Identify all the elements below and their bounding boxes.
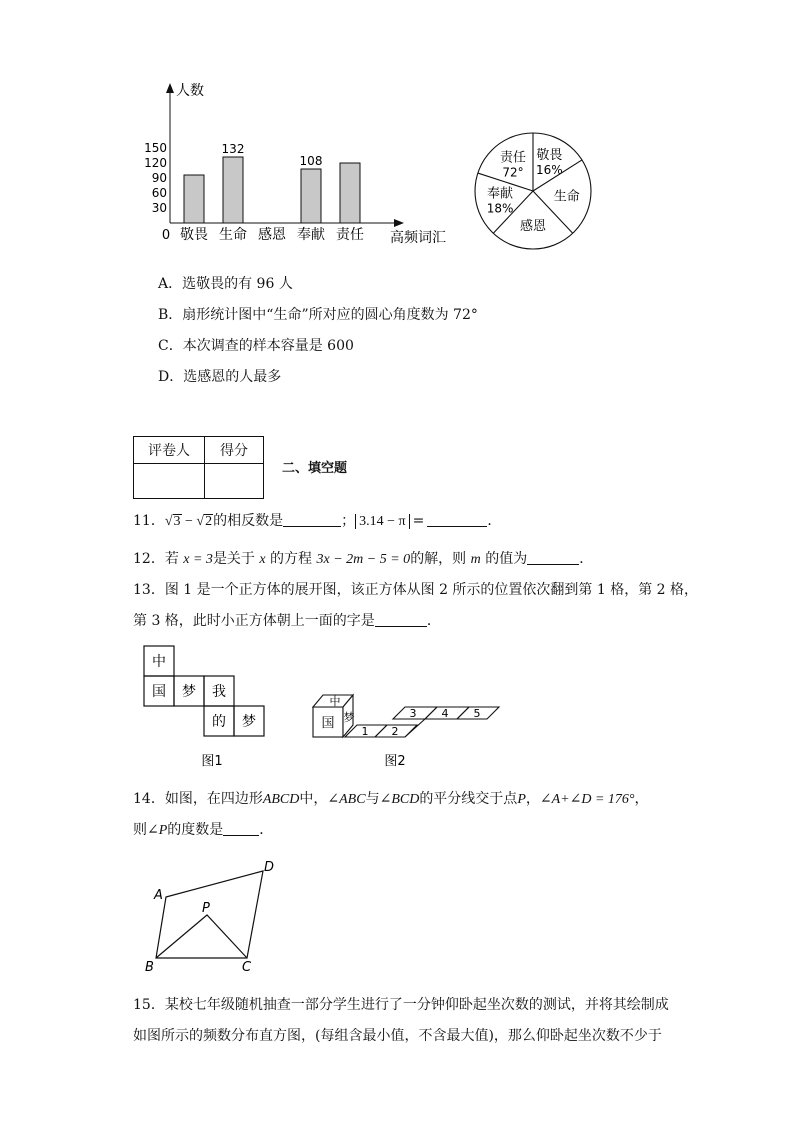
- pie-chart: [470, 130, 600, 250]
- net-text-guo: 国: [152, 684, 166, 700]
- q11-number: 11．: [133, 513, 165, 529]
- label-a: A: [154, 888, 163, 903]
- option-b[interactable]: B．扇形统计图中“生命”所对应的圆心角度数为 72°: [158, 307, 478, 323]
- bar-category-label-2: 感恩: [258, 227, 286, 243]
- question-14-line2: [133, 821, 273, 840]
- q11-blank-1[interactable]: [283, 512, 341, 527]
- q12-x: x: [259, 552, 266, 567]
- q13-line2-text: 第 3 格，此时小正方体朝上一面的字是: [133, 613, 375, 629]
- bar-value-label-3: 108: [299, 154, 323, 168]
- y-axis-label: 人数: [176, 83, 204, 99]
- q12-equation: 3x − 2m − 5 = 0: [316, 552, 411, 567]
- bar-value-label-1: 132: [221, 142, 245, 156]
- q11-eq: =: [412, 513, 425, 529]
- bar-1: [223, 157, 243, 223]
- cube-text-front: 国: [321, 716, 335, 731]
- q14-abc: ABC: [339, 792, 366, 807]
- q12-text4: 的值为: [480, 551, 528, 567]
- bar-category-label-3: 奉献: [297, 227, 325, 243]
- option-a[interactable]: A．选敬畏的有 96 人: [158, 276, 293, 292]
- cube-text-right: 梦: [343, 711, 355, 724]
- label-b: B: [145, 960, 154, 975]
- q11-expr2: 3.14 − π: [355, 514, 409, 529]
- pie-label-4: 责任: [500, 150, 527, 166]
- q14-text2: 中，∠: [299, 791, 340, 807]
- net-text-zhong: 中: [152, 654, 166, 670]
- bar-0: [184, 175, 204, 223]
- net-text-meng1: 梦: [182, 684, 196, 700]
- q13-end: ．: [426, 613, 441, 629]
- bar-4: [340, 163, 360, 223]
- bar-category-label-4: 责任: [336, 227, 364, 243]
- strip-label-5: 5: [473, 707, 481, 720]
- q14-bcd: BCD: [391, 792, 420, 807]
- grader-table: [133, 436, 264, 499]
- cube-net-figure: [140, 640, 280, 775]
- pie-label-3: 奉献: [487, 186, 514, 202]
- q12-text1: 是关于: [212, 551, 260, 567]
- strip-label-4: 4: [441, 707, 449, 720]
- q14-text5: ，∠: [525, 791, 552, 807]
- q12-text2: 的方程: [265, 551, 317, 567]
- section-title: 二、填空题: [282, 461, 348, 476]
- q12-blank[interactable]: [527, 550, 579, 565]
- y-tick-label-2: 90: [151, 171, 167, 185]
- label-c: C: [242, 960, 252, 975]
- q14-line2a: 则∠: [133, 822, 159, 838]
- pie-label-2: 感恩: [519, 219, 547, 234]
- option-d[interactable]: D．选感恩的人最多: [158, 369, 282, 385]
- grader-cell-1[interactable]: [134, 464, 205, 499]
- bar-3: [301, 169, 321, 223]
- q12-text3: 的解，则: [410, 551, 471, 567]
- y-tick-label-3: 120: [144, 156, 167, 170]
- q13-blank[interactable]: [375, 612, 427, 627]
- bar-category-label-0: 敬畏: [180, 227, 208, 243]
- q14-line2b: 的度数是: [167, 822, 224, 838]
- q11-sep: ；: [341, 513, 356, 529]
- q14-abcd: ABCD: [262, 792, 300, 807]
- pie-pct-3: 18%: [486, 201, 514, 216]
- q11-text1: 的相反数是: [213, 513, 284, 529]
- strip-label-3: 3: [409, 707, 417, 720]
- bar-chart: [140, 75, 460, 250]
- origin-label: 0: [161, 228, 171, 243]
- net-text-de: 的: [212, 714, 226, 730]
- q12-number: 12．若: [133, 551, 184, 567]
- cube-strip-figure: [305, 685, 505, 775]
- y-tick-label-0: 30: [151, 201, 167, 215]
- grader-col2: 得分: [205, 437, 264, 464]
- q11-blank-2[interactable]: [427, 512, 487, 527]
- q14-p2: P: [158, 823, 168, 838]
- question-14-line1: [133, 790, 649, 809]
- q11-expr1: √3 − √2: [164, 514, 213, 529]
- quadrilateral-figure: [140, 855, 290, 980]
- q14-blank[interactable]: [223, 821, 259, 836]
- option-c[interactable]: C．本次调查的样本容量是 600: [158, 338, 354, 354]
- q14-text6: ，: [634, 791, 649, 807]
- strip-label-1: 1: [361, 725, 369, 738]
- figure-1-caption: 图1: [201, 754, 223, 769]
- x-axis-arrow: [394, 219, 404, 227]
- pie-label-1: 生命: [553, 189, 580, 205]
- x-axis-label: 高频词汇: [390, 230, 446, 246]
- question-11: [133, 512, 501, 531]
- cube-text-top: 中: [329, 695, 341, 708]
- net-text-meng2: 梦: [242, 714, 256, 730]
- q12-xeq: x = 3: [183, 552, 213, 567]
- pie-label-0: 敬畏: [536, 148, 563, 164]
- y-axis-arrow: [166, 83, 174, 93]
- grader-col1: 评卷人: [134, 437, 205, 464]
- question-12: [133, 550, 593, 569]
- q14-end: ．: [259, 822, 274, 838]
- bar-category-label-1: 生命: [219, 227, 247, 243]
- q14-text1: 14．如图，在四边形: [133, 791, 263, 807]
- strip-label-2: 2: [391, 725, 399, 738]
- bisector-bp-pc: [156, 915, 247, 958]
- net-text-wo: 我: [212, 684, 226, 700]
- grader-cell-2[interactable]: [205, 464, 264, 499]
- q14-condition: A+∠D = 176°: [551, 792, 635, 807]
- q11-end: ．: [487, 513, 502, 529]
- q14-p: P: [517, 792, 526, 807]
- question-13-line1: 13．图 1 是一个正方体的展开图，该正方体从图 2 所示的位置依次翻到第 1 格，第 2 格，: [133, 582, 699, 598]
- question-15-line1: 15．某校七年级随机抽查一部分学生进行了一分钟仰卧起坐次数的测试，并将其绘制成: [133, 997, 669, 1013]
- q12-m: m: [470, 552, 481, 567]
- pie-pct-4: 72°: [502, 165, 524, 180]
- y-tick-label-1: 60: [151, 186, 167, 200]
- label-p: P: [202, 901, 210, 916]
- pie-pct-0: 16%: [536, 163, 563, 178]
- q12-end: ．: [579, 551, 594, 567]
- q14-text4: 的平分线交于点: [419, 791, 518, 807]
- label-d: D: [264, 860, 275, 875]
- q14-text3: 与∠: [365, 791, 392, 807]
- question-15-line2: 如图所示的频数分布直方图，(每组含最小值，不含最大值)，那么仰卧起坐次数不少于: [133, 1028, 662, 1044]
- question-13-line2: [133, 612, 441, 630]
- y-tick-label-4: 150: [144, 141, 167, 155]
- figure-2-caption: 图2: [384, 754, 406, 769]
